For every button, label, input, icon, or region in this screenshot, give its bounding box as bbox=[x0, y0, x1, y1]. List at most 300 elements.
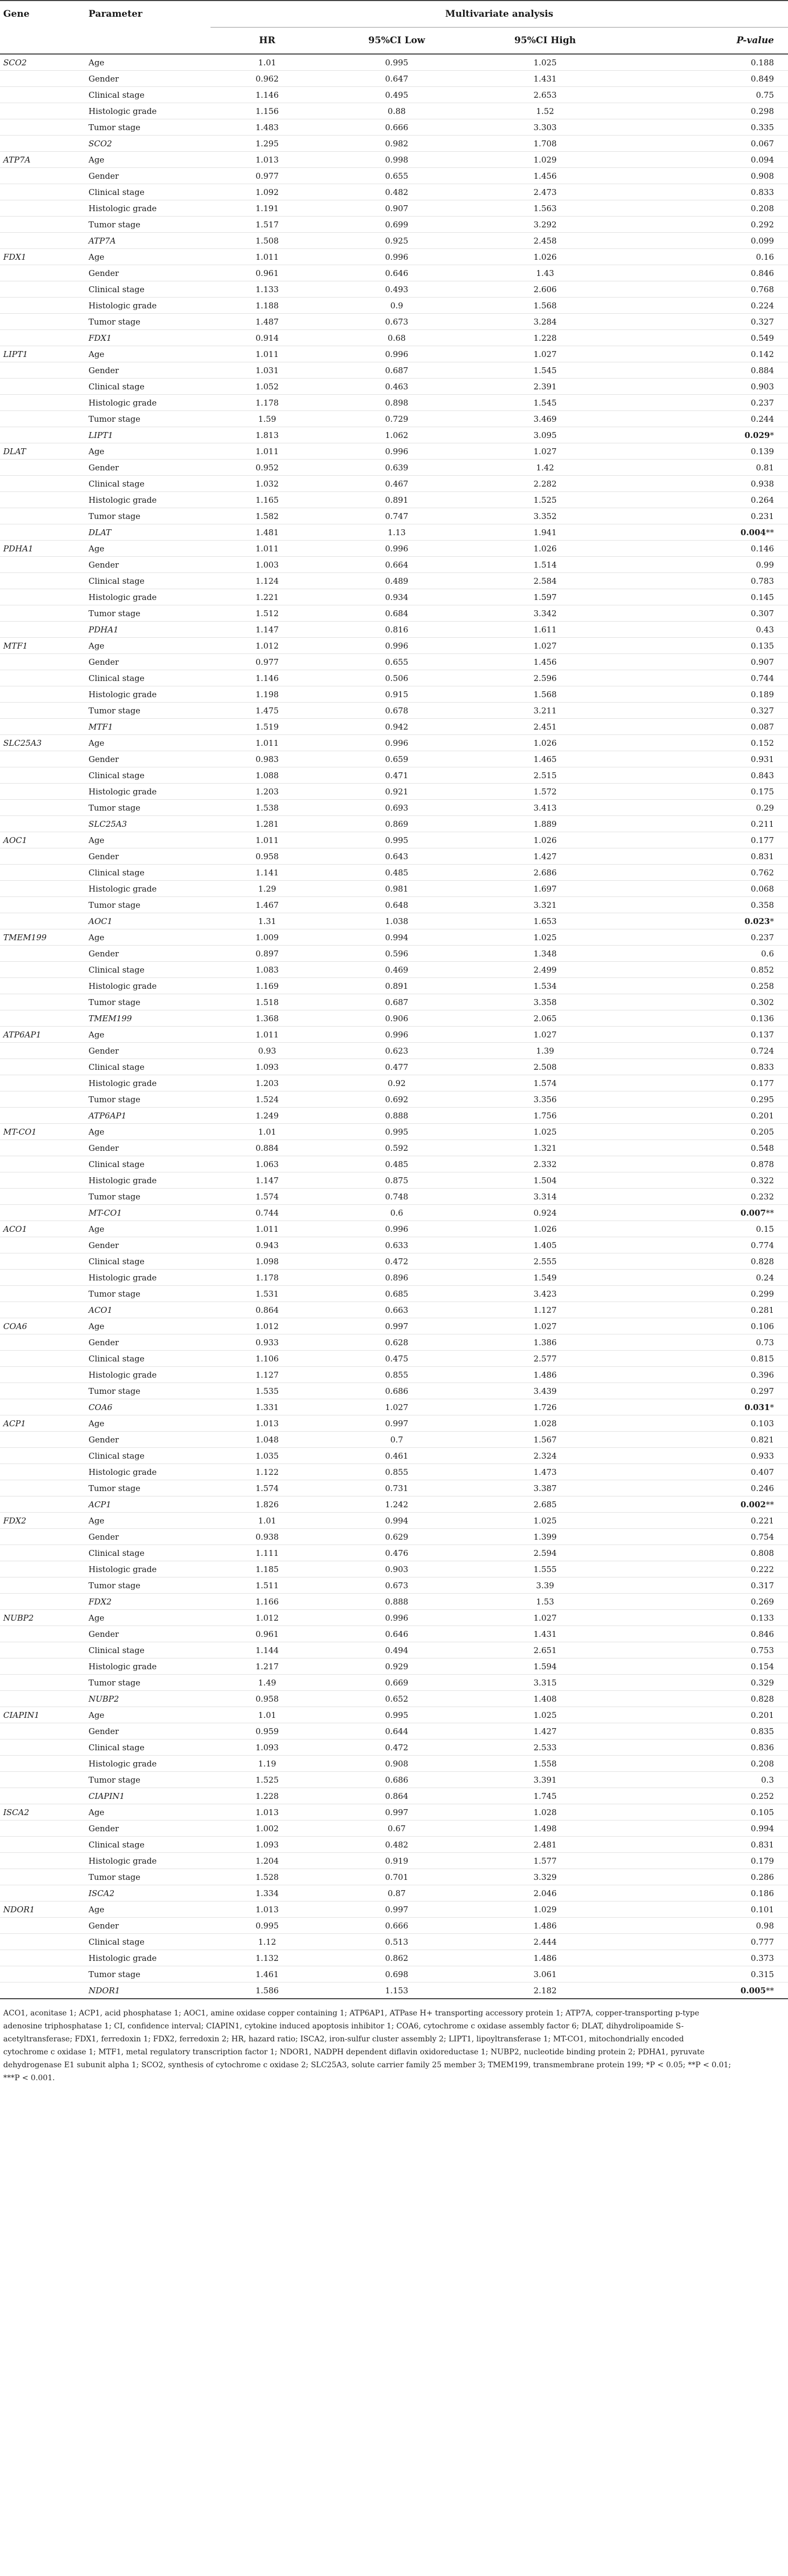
p-value-cell: 0.335 bbox=[621, 119, 788, 136]
table-row bbox=[0, 1772, 788, 1788]
ci-high-cell: 1.029 bbox=[470, 152, 621, 168]
table-row bbox=[0, 1480, 788, 1496]
gene-name-cell bbox=[0, 1788, 86, 1804]
hr-cell: 1.141 bbox=[210, 865, 324, 881]
p-value-cell: 0.232 bbox=[621, 1189, 788, 1205]
ci-high-cell: 2.481 bbox=[470, 1837, 621, 1853]
ci-low-cell: 0.998 bbox=[324, 152, 470, 168]
table-row bbox=[0, 670, 788, 686]
hr-cell: 1.203 bbox=[210, 784, 324, 800]
table-row bbox=[0, 136, 788, 152]
ci-low-cell: 0.996 bbox=[324, 735, 470, 751]
ci-low-cell: 0.684 bbox=[324, 605, 470, 622]
hr-cell: 1.032 bbox=[210, 476, 324, 492]
table-row bbox=[0, 1853, 788, 1869]
p-value-cell: 0.828 bbox=[621, 1691, 788, 1707]
hr-cell: 1.01 bbox=[210, 1707, 324, 1723]
ci-low-cell: 0.664 bbox=[324, 557, 470, 573]
ci-low-cell: 0.701 bbox=[324, 1869, 470, 1885]
ci-high-cell: 1.027 bbox=[470, 443, 621, 460]
parameter-cell: Tumor stage bbox=[86, 508, 210, 524]
ci-high-cell: 2.282 bbox=[470, 476, 621, 492]
p-value-cell: 0.189 bbox=[621, 686, 788, 703]
ci-low-cell: 0.655 bbox=[324, 654, 470, 670]
ci-high-cell: 3.469 bbox=[470, 411, 621, 427]
ci-low-cell: 0.678 bbox=[324, 703, 470, 719]
ci-low-cell: 0.669 bbox=[324, 1675, 470, 1691]
parameter-cell: Tumor stage bbox=[86, 897, 210, 913]
parameter-cell: LIPT1 bbox=[86, 427, 210, 443]
ci-low-cell: 0.648 bbox=[324, 897, 470, 913]
ci-low-cell: 0.659 bbox=[324, 751, 470, 767]
p-value-cell: 0.201 bbox=[621, 1108, 788, 1124]
p-value-cell: 0.297 bbox=[621, 1383, 788, 1399]
ci-high-cell: 2.577 bbox=[470, 1351, 621, 1367]
table-row bbox=[0, 1027, 788, 1043]
gene-name-cell bbox=[0, 1480, 86, 1496]
hr-cell: 1.19 bbox=[210, 1756, 324, 1772]
p-value-cell: 0.846 bbox=[621, 265, 788, 281]
ci-low-cell: 0.693 bbox=[324, 800, 470, 816]
ci-high-cell: 3.329 bbox=[470, 1869, 621, 1885]
ci-low-cell: 0.864 bbox=[324, 1788, 470, 1804]
hr-cell: 1.487 bbox=[210, 314, 324, 330]
ci-high-cell: 1.427 bbox=[470, 1723, 621, 1739]
gene-name-cell bbox=[0, 622, 86, 638]
ci-low-cell: 0.896 bbox=[324, 1270, 470, 1286]
table-row bbox=[0, 1448, 788, 1464]
p-value-cell: 0.201 bbox=[621, 1707, 788, 1723]
parameter-cell: ACO1 bbox=[86, 1302, 210, 1318]
hr-cell: 1.011 bbox=[210, 541, 324, 557]
ci-high-cell: 1.427 bbox=[470, 848, 621, 865]
p-value-cell: 0.029* bbox=[621, 427, 788, 443]
table-row bbox=[0, 298, 788, 314]
ci-low-cell: 0.646 bbox=[324, 265, 470, 281]
parameter-cell: SCO2 bbox=[86, 136, 210, 152]
gene-name-cell bbox=[0, 1075, 86, 1091]
p-value-cell: 0.152 bbox=[621, 735, 788, 751]
hr-cell: 1.228 bbox=[210, 1788, 324, 1804]
parameter-cell: Tumor stage bbox=[86, 605, 210, 622]
p-value-cell: 0.29 bbox=[621, 800, 788, 816]
ci-high-cell: 2.182 bbox=[470, 1982, 621, 1999]
gene-name-cell bbox=[0, 1934, 86, 1950]
hr-cell: 0.958 bbox=[210, 848, 324, 865]
ci-high-cell: 2.685 bbox=[470, 1496, 621, 1513]
parameter-cell: Gender bbox=[86, 848, 210, 865]
header-spacer bbox=[86, 28, 210, 55]
table-row bbox=[0, 767, 788, 784]
gene-name-cell bbox=[0, 1091, 86, 1108]
table-row bbox=[0, 703, 788, 719]
parameter-cell: Clinical stage bbox=[86, 476, 210, 492]
table-row bbox=[0, 1156, 788, 1172]
ci-low-cell: 0.855 bbox=[324, 1464, 470, 1480]
parameter-cell: Tumor stage bbox=[86, 1189, 210, 1205]
ci-low-cell: 0.666 bbox=[324, 119, 470, 136]
parameter-cell: Clinical stage bbox=[86, 1934, 210, 1950]
ci-high-cell: 1.534 bbox=[470, 978, 621, 994]
p-value-cell: 0.224 bbox=[621, 298, 788, 314]
hr-cell: 1.146 bbox=[210, 87, 324, 103]
ci-high-cell: 1.027 bbox=[470, 1027, 621, 1043]
parameter-cell: Histologic grade bbox=[86, 1561, 210, 1577]
ci-low-cell: 0.686 bbox=[324, 1772, 470, 1788]
parameter-cell: Clinical stage bbox=[86, 767, 210, 784]
p-value-cell: 0.75 bbox=[621, 87, 788, 103]
parameter-cell: Tumor stage bbox=[86, 1869, 210, 1885]
parameter-cell: ATP6AP1 bbox=[86, 1108, 210, 1124]
parameter-cell: PDHA1 bbox=[86, 622, 210, 638]
gene-name-cell bbox=[0, 1658, 86, 1675]
ci-high-cell: 1.025 bbox=[470, 1513, 621, 1529]
hr-cell: 1.12 bbox=[210, 1934, 324, 1950]
ci-high-cell: 1.653 bbox=[470, 913, 621, 929]
header-multivariate-analysis: Multivariate analysis bbox=[210, 1, 788, 28]
gene-name-cell bbox=[0, 865, 86, 881]
ci-high-cell: 1.53 bbox=[470, 1594, 621, 1610]
hr-cell: 1.586 bbox=[210, 1982, 324, 1999]
gene-name-cell bbox=[0, 492, 86, 508]
hr-cell: 1.052 bbox=[210, 379, 324, 395]
gene-name-cell bbox=[0, 605, 86, 622]
ci-high-cell: 1.027 bbox=[470, 1318, 621, 1334]
ci-low-cell: 0.467 bbox=[324, 476, 470, 492]
p-value-cell: 0.846 bbox=[621, 1626, 788, 1642]
hr-cell: 1.012 bbox=[210, 638, 324, 654]
gene-name-cell bbox=[0, 1448, 86, 1464]
parameter-cell: Age bbox=[86, 1610, 210, 1626]
gene-name-cell bbox=[0, 427, 86, 443]
ci-low-cell: 0.628 bbox=[324, 1334, 470, 1351]
ci-high-cell: 1.549 bbox=[470, 1270, 621, 1286]
ci-high-cell: 3.387 bbox=[470, 1480, 621, 1496]
gene-name-cell: ISCA2 bbox=[0, 1804, 86, 1820]
gene-name-cell bbox=[0, 1286, 86, 1302]
table-row bbox=[0, 460, 788, 476]
ci-high-cell: 1.026 bbox=[470, 541, 621, 557]
gene-name-cell bbox=[0, 524, 86, 541]
gene-name-cell bbox=[0, 1140, 86, 1156]
hr-cell: 1.035 bbox=[210, 1448, 324, 1464]
ci-low-cell: 0.506 bbox=[324, 670, 470, 686]
table-row bbox=[0, 1513, 788, 1529]
parameter-cell: Tumor stage bbox=[86, 1577, 210, 1594]
ci-low-cell: 0.692 bbox=[324, 1091, 470, 1108]
hr-cell: 1.012 bbox=[210, 1318, 324, 1334]
p-value-cell: 0.98 bbox=[621, 1918, 788, 1934]
hr-cell: 1.188 bbox=[210, 298, 324, 314]
p-value-cell: 0.244 bbox=[621, 411, 788, 427]
ci-low-cell: 0.471 bbox=[324, 767, 470, 784]
parameter-cell: Histologic grade bbox=[86, 881, 210, 897]
header-p-value: P-value bbox=[621, 28, 788, 55]
ci-low-cell: 0.906 bbox=[324, 1010, 470, 1027]
ci-high-cell: 1.025 bbox=[470, 54, 621, 71]
hr-cell: 1.011 bbox=[210, 735, 324, 751]
table-row bbox=[0, 1691, 788, 1707]
ci-low-cell: 0.687 bbox=[324, 994, 470, 1010]
gene-name-cell: MTF1 bbox=[0, 638, 86, 654]
hr-cell: 1.147 bbox=[210, 622, 324, 638]
gene-name-cell bbox=[0, 751, 86, 767]
hr-cell: 0.983 bbox=[210, 751, 324, 767]
table-row bbox=[0, 1286, 788, 1302]
table-row bbox=[0, 1496, 788, 1513]
parameter-cell: Gender bbox=[86, 1529, 210, 1545]
p-value-cell: 0.269 bbox=[621, 1594, 788, 1610]
ci-low-cell: 0.997 bbox=[324, 1318, 470, 1334]
parameter-cell: Clinical stage bbox=[86, 670, 210, 686]
gene-name-cell bbox=[0, 686, 86, 703]
gene-name-cell bbox=[0, 1205, 86, 1221]
p-value-cell: 0.135 bbox=[621, 638, 788, 654]
ci-high-cell: 1.228 bbox=[470, 330, 621, 346]
p-value-cell: 0.139 bbox=[621, 443, 788, 460]
gene-name-cell: AOC1 bbox=[0, 832, 86, 848]
ci-high-cell: 1.697 bbox=[470, 881, 621, 897]
p-value-cell: 0.81 bbox=[621, 460, 788, 476]
ci-low-cell: 0.996 bbox=[324, 1221, 470, 1237]
ci-high-cell: 2.651 bbox=[470, 1642, 621, 1658]
significance-stars: ** bbox=[766, 1499, 774, 1509]
table-row bbox=[0, 362, 788, 379]
parameter-cell: Gender bbox=[86, 1918, 210, 1934]
parameter-cell: Tumor stage bbox=[86, 1772, 210, 1788]
ci-high-cell: 1.348 bbox=[470, 946, 621, 962]
parameter-cell: Tumor stage bbox=[86, 1383, 210, 1399]
ci-low-cell: 0.463 bbox=[324, 379, 470, 395]
ci-low-cell: 0.921 bbox=[324, 784, 470, 800]
hr-cell: 1.111 bbox=[210, 1545, 324, 1561]
ci-high-cell: 1.456 bbox=[470, 168, 621, 184]
ci-low-cell: 0.687 bbox=[324, 362, 470, 379]
parameter-cell: Tumor stage bbox=[86, 800, 210, 816]
ci-high-cell: 2.499 bbox=[470, 962, 621, 978]
parameter-cell: Tumor stage bbox=[86, 1286, 210, 1302]
p-value-cell: 0.208 bbox=[621, 200, 788, 217]
ci-low-cell: 0.633 bbox=[324, 1237, 470, 1253]
hr-cell: 1.531 bbox=[210, 1286, 324, 1302]
hr-cell: 1.156 bbox=[210, 103, 324, 119]
hr-cell: 1.178 bbox=[210, 1270, 324, 1286]
parameter-cell: Clinical stage bbox=[86, 1545, 210, 1561]
parameter-cell: DLAT bbox=[86, 524, 210, 541]
ci-low-cell: 0.513 bbox=[324, 1934, 470, 1950]
ci-low-cell: 0.898 bbox=[324, 395, 470, 411]
header-parameter: Parameter bbox=[89, 9, 142, 20]
p-value-cell: 0.43 bbox=[621, 622, 788, 638]
gene-name-cell bbox=[0, 994, 86, 1010]
ci-high-cell: 1.567 bbox=[470, 1432, 621, 1448]
gene-name-cell bbox=[0, 848, 86, 865]
ci-high-cell: 1.545 bbox=[470, 362, 621, 379]
hr-cell: 1.191 bbox=[210, 200, 324, 217]
hr-cell: 1.133 bbox=[210, 281, 324, 298]
parameter-cell: Clinical stage bbox=[86, 1448, 210, 1464]
parameter-cell: Clinical stage bbox=[86, 865, 210, 881]
ci-low-cell: 1.027 bbox=[324, 1399, 470, 1415]
parameter-cell: Histologic grade bbox=[86, 1075, 210, 1091]
ci-high-cell: 2.444 bbox=[470, 1934, 621, 1950]
p-value-cell: 0.302 bbox=[621, 994, 788, 1010]
ci-low-cell: 0.647 bbox=[324, 71, 470, 87]
table-row bbox=[0, 1820, 788, 1837]
table-row bbox=[0, 557, 788, 573]
table-row bbox=[0, 784, 788, 800]
table-row bbox=[0, 427, 788, 443]
hr-cell: 1.524 bbox=[210, 1091, 324, 1108]
table-row bbox=[0, 1302, 788, 1318]
ci-high-cell: 1.026 bbox=[470, 735, 621, 751]
p-value-cell: 0.175 bbox=[621, 784, 788, 800]
ci-low-cell: 1.13 bbox=[324, 524, 470, 541]
p-value-cell: 0.833 bbox=[621, 1059, 788, 1075]
ci-high-cell: 1.431 bbox=[470, 1626, 621, 1642]
table-row bbox=[0, 573, 788, 589]
gene-name-cell bbox=[0, 395, 86, 411]
p-value-cell: 0.329 bbox=[621, 1675, 788, 1691]
table-row bbox=[0, 1075, 788, 1091]
parameter-cell: Age bbox=[86, 832, 210, 848]
ci-high-cell: 3.315 bbox=[470, 1675, 621, 1691]
table-row bbox=[0, 1950, 788, 1966]
parameter-cell: Histologic grade bbox=[86, 395, 210, 411]
p-value-cell: 0.815 bbox=[621, 1351, 788, 1367]
parameter-cell: Age bbox=[86, 1707, 210, 1723]
gene-name-cell bbox=[0, 1270, 86, 1286]
hr-cell: 1.011 bbox=[210, 443, 324, 460]
parameter-cell: Tumor stage bbox=[86, 1966, 210, 1982]
ci-high-cell: 2.065 bbox=[470, 1010, 621, 1027]
p-value-cell: 0.264 bbox=[621, 492, 788, 508]
significance-stars: * bbox=[770, 1402, 774, 1412]
table-footnote bbox=[3, 2007, 785, 2085]
hr-cell: 0.864 bbox=[210, 1302, 324, 1318]
ci-low-cell: 0.699 bbox=[324, 217, 470, 233]
ci-low-cell: 0.903 bbox=[324, 1561, 470, 1577]
p-value-cell: 0.777 bbox=[621, 1934, 788, 1950]
ci-high-cell: 1.574 bbox=[470, 1075, 621, 1091]
table-row bbox=[0, 314, 788, 330]
p-value-cell: 0.831 bbox=[621, 848, 788, 865]
gene-name-cell bbox=[0, 136, 86, 152]
p-value-cell: 0.221 bbox=[621, 1513, 788, 1529]
table-row bbox=[0, 719, 788, 735]
hr-cell: 1.29 bbox=[210, 881, 324, 897]
gene-name-cell bbox=[0, 654, 86, 670]
parameter-cell: Tumor stage bbox=[86, 411, 210, 427]
parameter-cell: Clinical stage bbox=[86, 1642, 210, 1658]
ci-high-cell: 1.026 bbox=[470, 1221, 621, 1237]
gene-name-cell bbox=[0, 1966, 86, 1982]
gene-name-cell bbox=[0, 1334, 86, 1351]
ci-high-cell: 3.358 bbox=[470, 994, 621, 1010]
p-value-cell: 0.908 bbox=[621, 168, 788, 184]
p-value-cell: 0.231 bbox=[621, 508, 788, 524]
p-value-cell: 0.281 bbox=[621, 1302, 788, 1318]
table-row bbox=[0, 897, 788, 913]
parameter-cell: Age bbox=[86, 1318, 210, 1334]
parameter-cell: ACP1 bbox=[86, 1496, 210, 1513]
hr-cell: 0.914 bbox=[210, 330, 324, 346]
p-value-cell: 0.99 bbox=[621, 557, 788, 573]
p-value-cell: 0.222 bbox=[621, 1561, 788, 1577]
p-value-cell: 0.373 bbox=[621, 1950, 788, 1966]
ci-low-cell: 0.995 bbox=[324, 832, 470, 848]
significance-stars: ** bbox=[766, 1208, 774, 1218]
ci-high-cell: 1.025 bbox=[470, 1707, 621, 1723]
ci-high-cell: 1.572 bbox=[470, 784, 621, 800]
ci-low-cell: 0.925 bbox=[324, 233, 470, 249]
gene-name-cell bbox=[0, 767, 86, 784]
ci-high-cell: 1.889 bbox=[470, 816, 621, 832]
ci-high-cell: 1.025 bbox=[470, 1124, 621, 1140]
table-row bbox=[0, 1043, 788, 1059]
gene-name-cell bbox=[0, 1237, 86, 1253]
table-row bbox=[0, 217, 788, 233]
ci-high-cell: 1.486 bbox=[470, 1918, 621, 1934]
table-row bbox=[0, 638, 788, 654]
ci-low-cell: 0.996 bbox=[324, 1610, 470, 1626]
hr-cell: 1.185 bbox=[210, 1561, 324, 1577]
ci-high-cell: 3.314 bbox=[470, 1189, 621, 1205]
ci-low-cell: 0.729 bbox=[324, 411, 470, 427]
ci-low-cell: 0.915 bbox=[324, 686, 470, 703]
table-row bbox=[0, 1934, 788, 1950]
ci-high-cell: 1.594 bbox=[470, 1658, 621, 1675]
p-value-cell: 0.099 bbox=[621, 233, 788, 249]
p-value-cell: 0.327 bbox=[621, 703, 788, 719]
ci-low-cell: 0.862 bbox=[324, 1950, 470, 1966]
ci-low-cell: 0.482 bbox=[324, 1837, 470, 1853]
table-row bbox=[0, 54, 788, 71]
parameter-cell: AOC1 bbox=[86, 913, 210, 929]
p-value-cell: 0.407 bbox=[621, 1464, 788, 1480]
gene-name-cell bbox=[0, 411, 86, 427]
hr-cell: 1.519 bbox=[210, 719, 324, 735]
ci-high-cell: 1.525 bbox=[470, 492, 621, 508]
hr-cell: 1.461 bbox=[210, 1966, 324, 1982]
parameter-cell: Gender bbox=[86, 946, 210, 962]
gene-name-cell bbox=[0, 1253, 86, 1270]
ci-low-cell: 0.495 bbox=[324, 87, 470, 103]
parameter-cell: Histologic grade bbox=[86, 1464, 210, 1480]
table-row bbox=[0, 1901, 788, 1918]
parameter-cell: Histologic grade bbox=[86, 686, 210, 703]
gene-name-cell: ATP6AP1 bbox=[0, 1027, 86, 1043]
parameter-cell: Clinical stage bbox=[86, 962, 210, 978]
gene-name-cell bbox=[0, 897, 86, 913]
ci-low-cell: 0.476 bbox=[324, 1545, 470, 1561]
ci-high-cell: 1.568 bbox=[470, 686, 621, 703]
p-value-cell: 0.849 bbox=[621, 71, 788, 87]
p-value-cell: 0.821 bbox=[621, 1432, 788, 1448]
parameter-cell: Age bbox=[86, 735, 210, 751]
gene-name-cell: PDHA1 bbox=[0, 541, 86, 557]
parameter-cell: Clinical stage bbox=[86, 1253, 210, 1270]
p-value-cell: 0.307 bbox=[621, 605, 788, 622]
p-value-cell: 0.833 bbox=[621, 184, 788, 200]
table-row bbox=[0, 524, 788, 541]
ci-high-cell: 1.465 bbox=[470, 751, 621, 767]
table-row bbox=[0, 962, 788, 978]
hr-cell: 0.884 bbox=[210, 1140, 324, 1156]
parameter-cell: Gender bbox=[86, 168, 210, 184]
table-row bbox=[0, 1658, 788, 1675]
parameter-cell: Tumor stage bbox=[86, 703, 210, 719]
